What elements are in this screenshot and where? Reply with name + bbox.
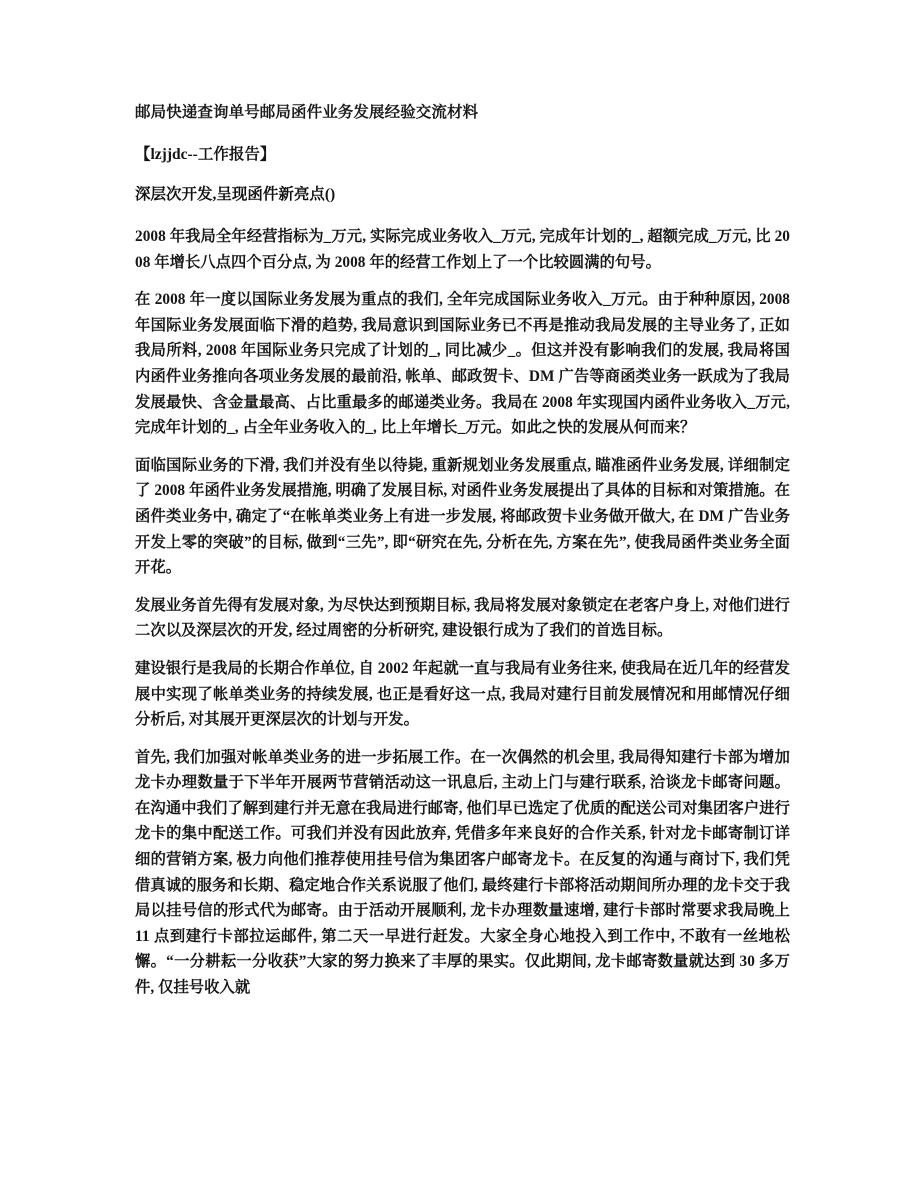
document-paragraph: 首先, 我们加强对帐单类业务的进一步拓展工作。在一次偶然的机会里, 我局得知建行卡部为增加龙卡办理数量于下半年开展两节营销活动这一讯息后, 主动上门与建行联系, 洽谈龙卡邮寄问题。在沟通中我们了解到建行并无意在我局进行邮寄, 他们早已选定了优质的配送公司对集团客户进行龙卡的集中配送工作。可我们并没有因此放弃, 凭借多年来良好的合作关系, 针对龙卡邮寄制订详细的营销方案, 极力向他们推荐使用挂号信为集团客户邮寄龙卡。在反复的沟通与商讨下, 我们凭借真诚的服务和长期、稳定地合作关系说服了他们, 最终建行卡部将活动期间所办理的龙卡交于我局以挂号信的形式代为邮寄。由于活动开展顺利, 龙卡办理数量速增, 建行卡部时常要求我局晚上 11 点到建行卡部拉运邮件, 第二天一早进行赶发。大家全身心地投入到工作中, 不敢有一丝地松懈。“一分耕耘一分收获”大家的努力换来了丰厚的果实。仅此期间, 龙卡邮寄数量就达到 30 多万件, 仅挂号收入就 <box>135 748 790 997</box>
document-paragraph: 建设银行是我局的长期合作单位, 自 2002 年起就一直与我局有业务往来, 使我局在近几年的经营发展中实现了帐单类业务的持续发展, 也正是看好这一点, 我局对建行目前发展情况和用邮情况仔细分析后, 对其展开更深层次的计划与开发。 <box>135 659 790 729</box>
document-tag-line: 【lzjjdc--工作报告】 <box>135 146 276 163</box>
document-paragraph: 面临国际业务的下滑, 我们并没有坐以待毙, 重新规划业务发展重点, 瞄准函件业务发展, 详细制定了 2008 年函件业务发展措施, 明确了发展目标, 对函件业务发展提出了具体的目标和对策措施。在函件类业务中, 确定了“在帐单类业务上有进一步发展, 将邮政贺卡业务做开做大, 在 DM 广告业务开发上零的突破”的目标, 做到“三先”, 即“研究在先, 分析在先, 方案在先”, 使我局函件类业务全面开花。 <box>135 456 790 577</box>
document-content <box>135 100 790 1001</box>
document-title: 邮局快递查询单号邮局函件业务发展经验交流材料 <box>135 104 479 121</box>
document-paragraph: 2008 年我局全年经营指标为_万元, 实际完成业务收入_万元, 完成年计划的_, 超额完成_万元, 比 2008 年增长八点四个百分点, 为 2008 年的经营工作划上了一个比较圆满的句号。 <box>135 228 790 271</box>
document-paragraph: 发展业务首先得有发展对象, 为尽快达到预期目标, 我局将发展对象锁定在老客户身上, 对他们进行二次以及深层次的开发, 经过周密的分析研究, 建设银行成为了我们的首选目标。 <box>135 596 790 640</box>
document-subtitle: 深层次开发,呈现函件新亮点() <box>135 186 336 203</box>
document-paragraph: 在 2008 年一度以国际业务发展为重点的我们, 全年完成国际业务收入_万元。由于种种原因, 2008 年国际业务发展面临下滑的趋势, 我局意识到国际业务已不再是推动我局发展的主导业务了, 正如我局所料, 2008 年国际业务只完成了计划的_, 同比减少_。但这并没有影响我们的发展, 我局将国内函件业务推向各项业务发展的最前沿, 帐单、邮政贺卡、DM 广告等商函类业务一跃成为了我局发展最快、含金量最高、占比重最多的邮递类业务。我局在 2008 年实现国内函件业务收入_万元, 完成年计划的_, 占全年业务收入的_, 比上年增长_万元。如此之快的发展从何而来？ <box>135 291 790 437</box>
